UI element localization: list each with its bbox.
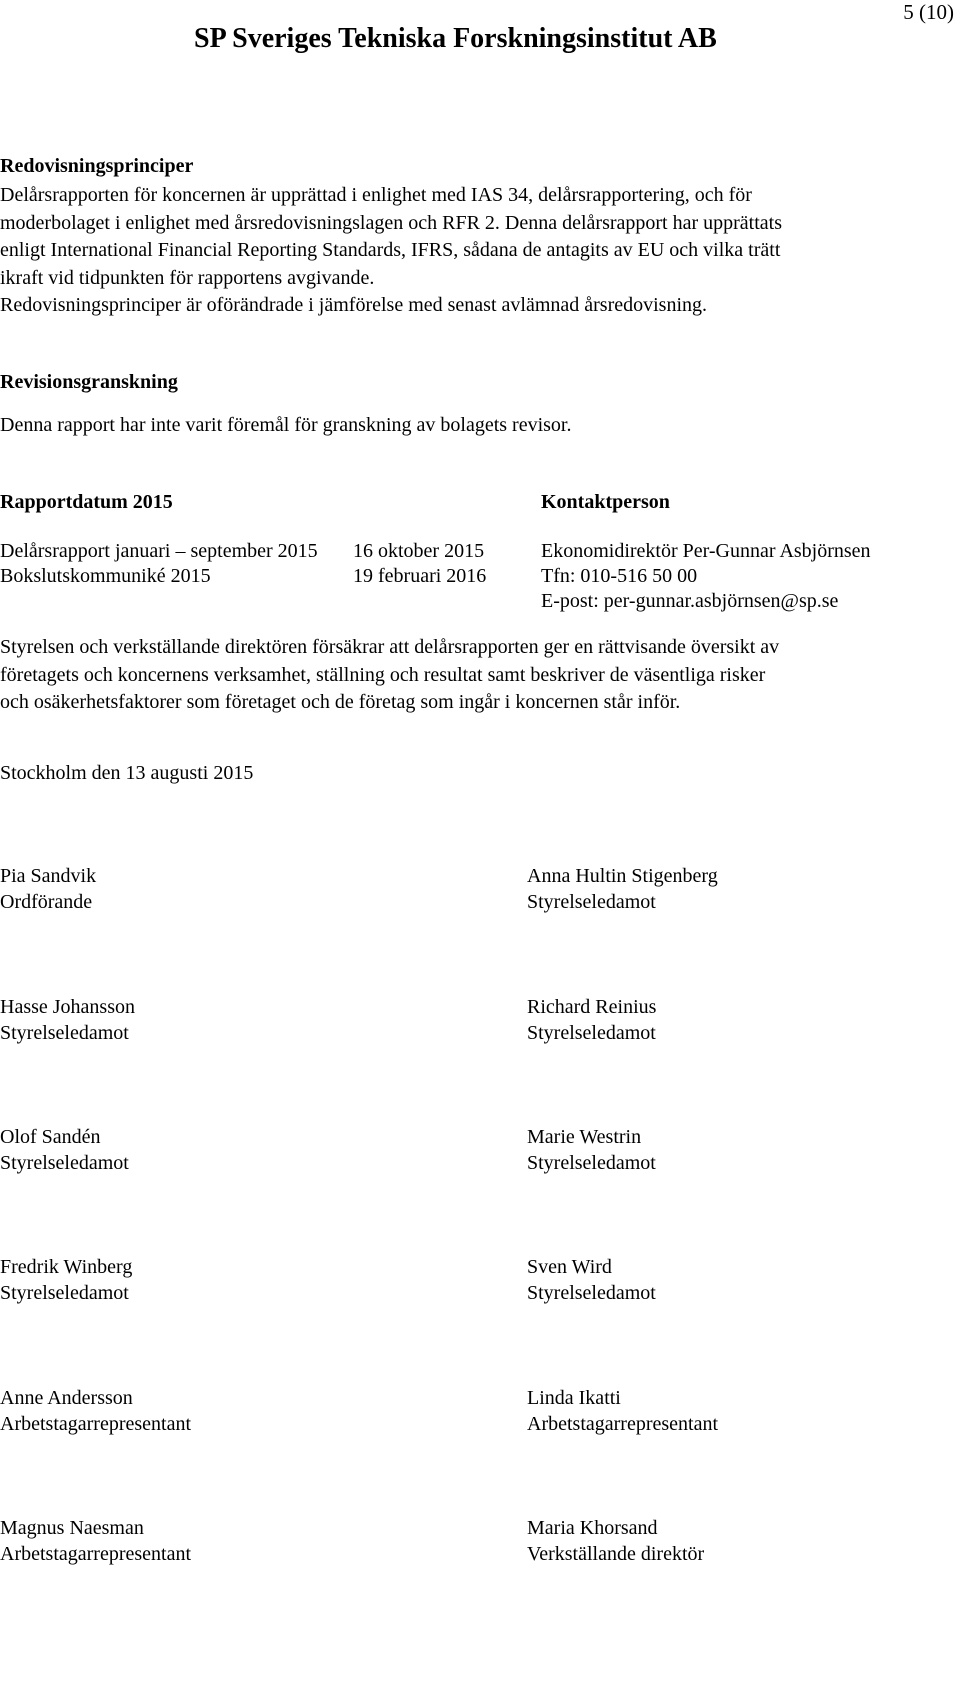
paragraph-line: Redovisningsprinciper är oförändrade i jämförelse med senast avlämnad årsredovisning. [0,294,708,316]
signatory-name: Magnus Naesman [0,1517,144,1539]
assurance-paragraph [0,634,779,717]
accounting-principles-paragraph [0,182,782,320]
signatory-name: Pia Sandvik [0,865,97,887]
signature-block [527,863,718,915]
signature-block [527,1124,656,1176]
signatory-name: Maria Khorsand [527,1517,658,1539]
signatory-role: Arbetstagarrepresentant [527,1413,719,1435]
report-name: Delårsrapport januari – september 2015 [0,540,318,562]
contact-email: E-post: per-gunnar.asbjörnsen@sp.se [541,590,839,612]
signature-block [0,1124,129,1176]
signatory-role: Ordförande [0,891,93,913]
signature-block [0,994,135,1046]
paragraph-line: företagets och koncernens verksamhet, ställning och resultat samt beskriver de väsentliga risker [0,663,766,686]
signature-block [0,1254,132,1306]
signatory-name: Linda Ikatti [527,1387,621,1409]
place-date: Stockholm den 13 augusti 2015 [0,762,254,784]
report-date: 19 februari 2016 [353,565,487,587]
signatory-role: Styrelseledamot [527,1022,656,1044]
signatory-name: Marie Westrin [527,1126,642,1148]
signatory-role: Arbetstagarrepresentant [0,1413,192,1435]
signatory-role: Styrelseledamot [527,891,656,913]
signatory-name: Olof Sandén [0,1126,101,1148]
report-name: Bokslutskommuniké 2015 [0,565,211,587]
signatory-name: Anne Andersson [0,1387,133,1409]
report-date: 16 oktober 2015 [353,540,485,562]
paragraph-line: moderbolaget i enlighet med årsredovisningslagen och RFR 2. Denna delårsrapport har upprättats [0,211,783,234]
contact-line: Ekonomidirektör Per-Gunnar Asbjörnsen [541,540,871,562]
signatory-name: Hasse Johansson [0,996,135,1018]
signatory-name: Anna Hultin Stigenberg [527,865,718,887]
signatory-name: Sven Wird [527,1256,612,1278]
signatory-role: Styrelseledamot [0,1152,129,1174]
audit-heading: Revisionsgranskning [0,371,178,393]
audit-text: Denna rapport har inte varit föremål för granskning av bolagets revisor. [0,414,572,436]
paragraph-line: Styrelsen och verkställande direktören försäkrar att delårsrapporten ger en rättvisande översikt av [0,636,780,658]
signature-block [0,1385,191,1437]
signatory-role: Styrelseledamot [0,1282,129,1304]
signature-block [527,1254,656,1306]
page-number: 5 (10) [903,0,954,24]
paragraph-line: ikraft vid tidpunkten för rapportens avgivande. [0,266,375,289]
signatory-role: Styrelseledamot [527,1152,656,1174]
paragraph-line: Delårsrapporten för koncernen är upprättad i enlighet med IAS 34, delårsrapportering, och för [0,184,752,206]
paragraph-line: enligt International Financial Reporting Standards, IFRS, sådana de antagits av EU och vilka trätt [0,239,781,261]
contact-heading: Kontaktperson [541,491,670,513]
report-dates-heading: Rapportdatum 2015 [0,491,173,513]
signatory-role: Styrelseledamot [0,1022,129,1044]
signatory-role: Verkställande direktör [527,1543,705,1565]
signatory-name: Fredrik Winberg [0,1256,133,1278]
signature-block [527,994,656,1046]
signature-block [527,1515,704,1567]
paragraph-line: och osäkerhetsfaktorer som företaget och de företag som ingår i koncernen står inför. [0,691,681,713]
signatory-role: Styrelseledamot [527,1282,656,1304]
signatory-role: Arbetstagarrepresentant [0,1543,192,1565]
company-title: SP Sveriges Tekniska Forskningsinstitut AB [194,23,717,54]
signature-block [0,1515,191,1567]
signature-block [527,1385,718,1437]
signatory-name: Richard Reinius [527,996,657,1018]
contact-line: Tfn: 010-516 50 00 [541,565,698,587]
accounting-principles-heading: Redovisningsprinciper [0,155,194,177]
signature-block [0,863,96,915]
